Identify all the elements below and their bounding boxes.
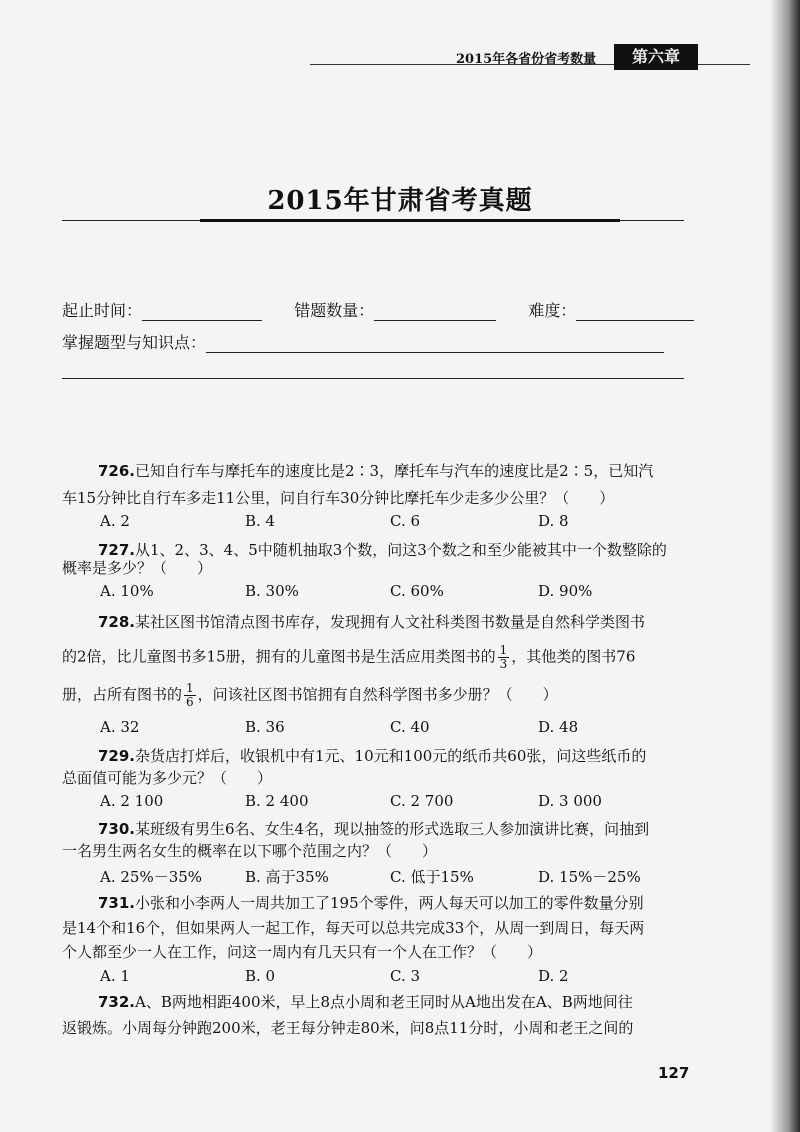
option-c: C. 低于15% bbox=[390, 868, 474, 886]
record-form-row2 bbox=[62, 330, 664, 353]
option-a: A. 10% bbox=[100, 582, 154, 600]
question-731-line2: 是14个和16个，但如果两人一起工作，每天可以总共完成33个，从周一到周日，每天两 bbox=[62, 919, 645, 937]
wrong-count-blank bbox=[374, 302, 496, 321]
question-726: 726.已知自行车与摩托车的速度比是2∶3，摩托车与汽车的速度比是2∶5，已知汽 bbox=[98, 462, 654, 480]
question-730-line2: 一名男生两名女生的概率在以下哪个范围之内？（ ） bbox=[62, 842, 438, 860]
option-d: D. 48 bbox=[538, 718, 579, 736]
difficulty-label: 难度： bbox=[528, 301, 577, 320]
start-time-blank bbox=[142, 302, 262, 321]
option-d: D. 15%－25% bbox=[538, 868, 641, 886]
question-732-line2: 返锻炼。小周每分钟跑200米，老王每分钟走80米，问8点11分时，小周和老王之间的 bbox=[62, 1019, 634, 1037]
question-729: 729.杂货店打烊后，收银机中有1元、10元和100元的纸币共60张，问这些纸币的 bbox=[98, 747, 647, 765]
option-d: D. 8 bbox=[538, 512, 569, 530]
option-b: B. 30% bbox=[245, 582, 299, 600]
option-a: A. 25%－35% bbox=[100, 868, 203, 886]
option-b: B. 36 bbox=[245, 718, 285, 736]
option-b: B. 0 bbox=[245, 967, 276, 985]
question-727: 727.从1、2、3、4、5中随机抽取3个数，问这3个数之和至少能被其中一个数整除的 bbox=[98, 541, 667, 559]
option-b: B. 4 bbox=[245, 512, 276, 530]
record-form-row1 bbox=[62, 298, 694, 321]
question-729-line2: 总面值可能为多少元？（ ） bbox=[62, 769, 273, 787]
question-727-line2: 概率是多少？（ ） bbox=[62, 559, 213, 577]
start-time-label: 起止时间： bbox=[62, 301, 143, 320]
question-731: 731.小张和小李两人一周共加工了195个零件，两人每天可以加工的零件数量分别 bbox=[98, 894, 644, 912]
wrong-count-label: 错题数量： bbox=[294, 301, 375, 320]
question-726-line2: 车15分钟比自行车多走11公里，问自行车30分钟比摩托车少走多少公里？（ ） bbox=[62, 489, 615, 507]
fraction-one-sixth: $\frac{1}{6}$ bbox=[186, 681, 194, 709]
question-728: 728.某社区图书馆清点图书库存，发现拥有人文社科类图书数量是自然科学类图书 bbox=[98, 613, 646, 631]
option-b: B. 高于35% bbox=[245, 868, 329, 886]
option-d: D. 3 000 bbox=[538, 792, 602, 810]
option-c: C. 40 bbox=[390, 718, 430, 736]
option-c: C. 3 bbox=[390, 967, 421, 985]
question-728-line3: 册，占所有图书的 $\frac{1}{6}$ ，问该社区图书馆拥有自然科学图书多少册？（ ） bbox=[62, 681, 558, 709]
option-a: A. 1 bbox=[100, 967, 130, 985]
page-number: 127 bbox=[658, 1064, 690, 1082]
option-a: A. 2 100 bbox=[100, 792, 164, 810]
running-header: 2015年各省份省考数量 bbox=[456, 52, 597, 67]
question-730: 730.某班级有男生6名、女生4名，现以抽签的形式选取三人参加演讲比赛，问抽到 bbox=[98, 820, 650, 838]
knowledge-label: 掌握题型与知识点： bbox=[62, 333, 207, 352]
option-c: C. 6 bbox=[390, 512, 421, 530]
page-title: 2015年甘肃省考真题 bbox=[267, 186, 533, 216]
fraction-one-third: $\frac{1}{3}$ bbox=[499, 643, 508, 671]
question-732: 732.A、B两地相距400米，早上8点小周和老王同时从A地出发在A、B两地间往 bbox=[98, 993, 633, 1011]
option-a: A. 32 bbox=[100, 718, 140, 736]
question-731-line3: 个人都至少一人在工作，问这一周内有几天只有一个人在工作？（ ） bbox=[62, 943, 543, 961]
difficulty-blank bbox=[576, 302, 694, 321]
chapter-badge: 第六章 bbox=[614, 44, 698, 70]
knowledge-blank bbox=[206, 334, 664, 353]
option-d: D. 2 bbox=[538, 967, 569, 985]
title-rule-thick bbox=[200, 219, 620, 222]
option-d: D. 90% bbox=[538, 582, 593, 600]
option-b: B. 2 400 bbox=[245, 792, 309, 810]
question-728-line2: 的2倍，比儿童图书多15册，拥有的儿童图书是生活应用类图书的 $\frac{1}{3}$ ，其他类的图书76 bbox=[62, 643, 636, 671]
form-bottom-rule bbox=[62, 378, 684, 379]
option-a: A. 2 bbox=[100, 512, 130, 530]
page-edge-shadow bbox=[770, 0, 800, 1132]
option-c: C. 60% bbox=[390, 582, 444, 600]
option-c: C. 2 700 bbox=[390, 792, 454, 810]
